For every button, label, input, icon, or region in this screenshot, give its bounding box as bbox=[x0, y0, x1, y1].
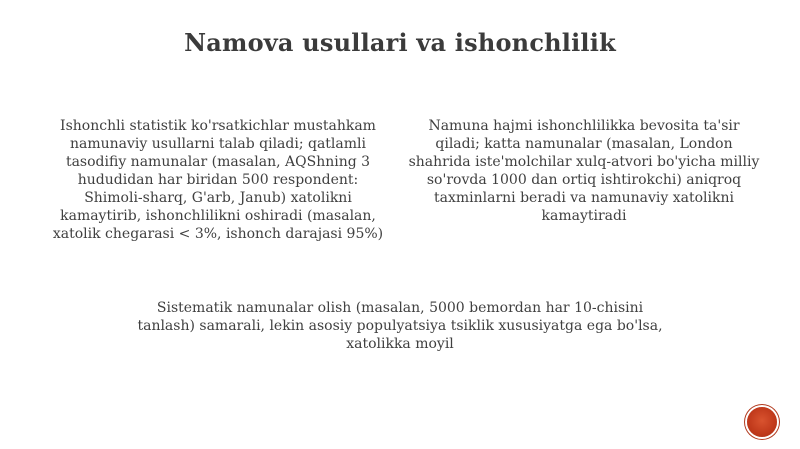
circle-button-icon[interactable] bbox=[747, 407, 777, 437]
bottom-text-block: Sistematik namunalar olish (masalan, 5000 bemordan har 10-chisini tanlash) samarali, lekin asosiy populyatsiya tsiklik xususiyatga ega bo'lsa, xatolikka moyil bbox=[137, 300, 663, 352]
left-text-block: Ishonchli statistik ko'rsatkichlar mustahkam namunaviy usullarni talab qiladi; qatlamli tasodifiy namunalar (masalan, AQShning 3 hududidan har biridan 500 respondent: Shimoli-sharq, G'arb, Janub) xatolikni kamaytirib, ishonchlilikni oshiradi (masalan, xatolik chegarasi < 3%, ishonch darajasi 95%) bbox=[52, 118, 384, 242]
slide-title: Namova usullari va ishonchlilik bbox=[184, 28, 616, 57]
right-text-block: Namuna hajmi ishonchlilikka bevosita ta'sir qiladi; katta namunalar (masalan, London shahrida iste'molchilar xulq-atvori bo'yicha milliy so'rovda 1000 dan ortiq ishtirokchi) aniqroq taxminlarni beradi va namunaviy xatolikni kamaytiradi bbox=[408, 118, 760, 224]
